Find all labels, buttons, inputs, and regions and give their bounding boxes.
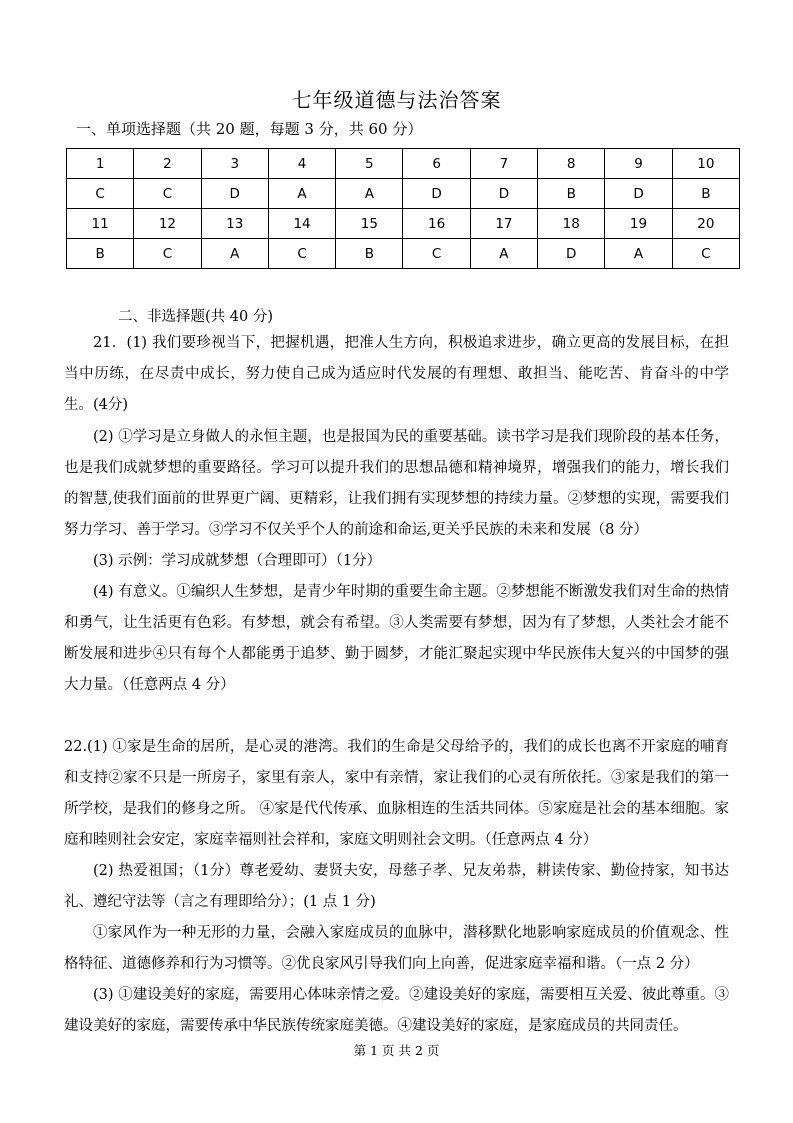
q21-part3: (3) 示例：学习成就梦想（合理即可）（1分） <box>93 553 382 569</box>
question-number-cell: 1 <box>67 149 134 179</box>
question-number-cell: 5 <box>336 149 403 179</box>
answer-table <box>66 148 740 269</box>
question-number-cell: 19 <box>605 209 672 239</box>
question-number-cell: 16 <box>403 209 470 239</box>
q21-part4: (4) 有意义。①编织人生梦想，是青少年时期的重要生命主题。②梦想能不断激发我们对生命的热情和勇气，让生活更有色彩。有梦想，就会有希望。③人类需要有梦想，因为有了梦想，人类社会才能不断发展和进步④只有每个人都能勇于追梦、勤于圆梦，才能汇聚起实现中华民族伟大复兴的中国梦的强大力量。（任意两点 4 分） <box>64 584 729 693</box>
question-number-cell: 13 <box>201 209 268 239</box>
question-number-cell: 20 <box>672 209 739 239</box>
answer-cell: C <box>134 179 201 209</box>
question-number-cell: 6 <box>403 149 470 179</box>
question-number-cell: 8 <box>538 149 605 179</box>
answer-cell: C <box>403 239 470 269</box>
question-number-cell: 10 <box>672 149 739 179</box>
section1-heading: 一、单项选择题（共 20 题，每题 3 分，共 60 分） <box>76 120 423 138</box>
answer-cell: A <box>336 179 403 209</box>
question-number-cell: 18 <box>538 209 605 239</box>
q22-part2: (2) 热爱祖国；（1分）尊老爱幼、妻贤夫安，母慈子孝、兄友弟恭，耕读传家、勤俭持家，知书达礼、遵纪守法等（言之有理即给分）；(1 点 1 分) <box>64 863 729 910</box>
answer-cell: A <box>268 179 335 209</box>
q22-part3: (3) ①建设美好的家庭，需要用心体味亲情之爱。②建设美好的家庭，需要相互关爱、彼此尊重。③建设美好的家庭，需要传承中华民族传统家庭美德。④建设美好的家庭，是家庭成员的共同责任。 <box>64 987 729 1034</box>
answer-cell: B <box>336 239 403 269</box>
question-number-cell: 7 <box>470 149 537 179</box>
answer-cell: D <box>201 179 268 209</box>
answer-cell: D <box>470 179 537 209</box>
answer-cell: C <box>672 239 739 269</box>
q21-part1: 21．(1) 我们要珍视当下，把握机遇，把准人生方向，积极追求进步，确立更高的发展目标，在担当中历练，在尽责中成长，努力使自己成为适应时代发展的有理想、敢担当、能吃苦、肯奋斗的中学生。(4分) <box>64 335 729 413</box>
question-21 <box>64 328 729 701</box>
question-number-cell: 9 <box>605 149 672 179</box>
q22-part1: 22.(1) ①家是生命的居所，是心灵的港湾。我们的生命是父母给予的，我们的成长也离不开家庭的哺育和支持②家不只是一所房子，家里有亲人，家中有亲情，家让我们的心灵有所依托。③家是我们的第一所学校，是我们的修身之所。 ④家是代代传承、血脉相连的生活共同体。⑤家庭是社会的基本细胞。家庭和睦则社会安定，家庭幸福则社会祥和，家庭文明则社会文明。（任意两点 4 分） <box>64 739 729 848</box>
answer-cell: D <box>538 239 605 269</box>
question-number-row <box>67 149 740 179</box>
question-number-cell: 15 <box>336 209 403 239</box>
question-number-cell: 17 <box>470 209 537 239</box>
answer-cell: B <box>672 179 739 209</box>
question-number-cell: 11 <box>67 209 134 239</box>
page-footer: 第 1 页 共 2 页 <box>353 1043 440 1058</box>
answer-cell: B <box>538 179 605 209</box>
question-number-cell: 12 <box>134 209 201 239</box>
section2-heading: 二、非选择题(共 40 分) <box>118 309 273 325</box>
answer-row <box>67 239 740 269</box>
answer-cell: D <box>605 179 672 209</box>
question-number-cell: 3 <box>201 149 268 179</box>
question-number-cell: 2 <box>134 149 201 179</box>
answer-cell: C <box>134 239 201 269</box>
answer-cell: B <box>67 239 134 269</box>
answer-cell: A <box>201 239 268 269</box>
answer-row <box>67 179 740 209</box>
answer-cell: C <box>268 239 335 269</box>
page-title: 七年级道德与法治答案 <box>291 88 502 112</box>
answer-cell: C <box>67 179 134 209</box>
question-22 <box>64 732 729 1042</box>
q22-part2-explanation: ①家风作为一种无形的力量，会融入家庭成员的血脉中，潜移默化地影响家庭成员的价值观念、性格特征、道德修养和行为习惯等。②优良家风引导我们向上向善，促进家庭幸福和谐。（一点 2 分） <box>64 925 729 972</box>
q21-part2: (2) ①学习是立身做人的永恒主题，也是报国为民的重要基础。读书学习是我们现阶段的基本任务，也是我们成就梦想的重要路径。学习可以提升我们的思想品德和精神境界，增强我们的能力，增长我们的智慧,使我们面前的世界更广阔、更精彩，让我们拥有实现梦想的持续力量。②梦想的实现，需要我们努力学习、善于学习。③学习不仅关乎个人的前途和命运,更关乎民族的未来和发展（8 分） <box>64 429 729 538</box>
answer-cell: D <box>403 179 470 209</box>
answer-cell: A <box>605 239 672 269</box>
question-number-cell: 14 <box>268 209 335 239</box>
answer-cell: A <box>470 239 537 269</box>
question-number-cell: 4 <box>268 149 335 179</box>
question-number-row <box>67 209 740 239</box>
